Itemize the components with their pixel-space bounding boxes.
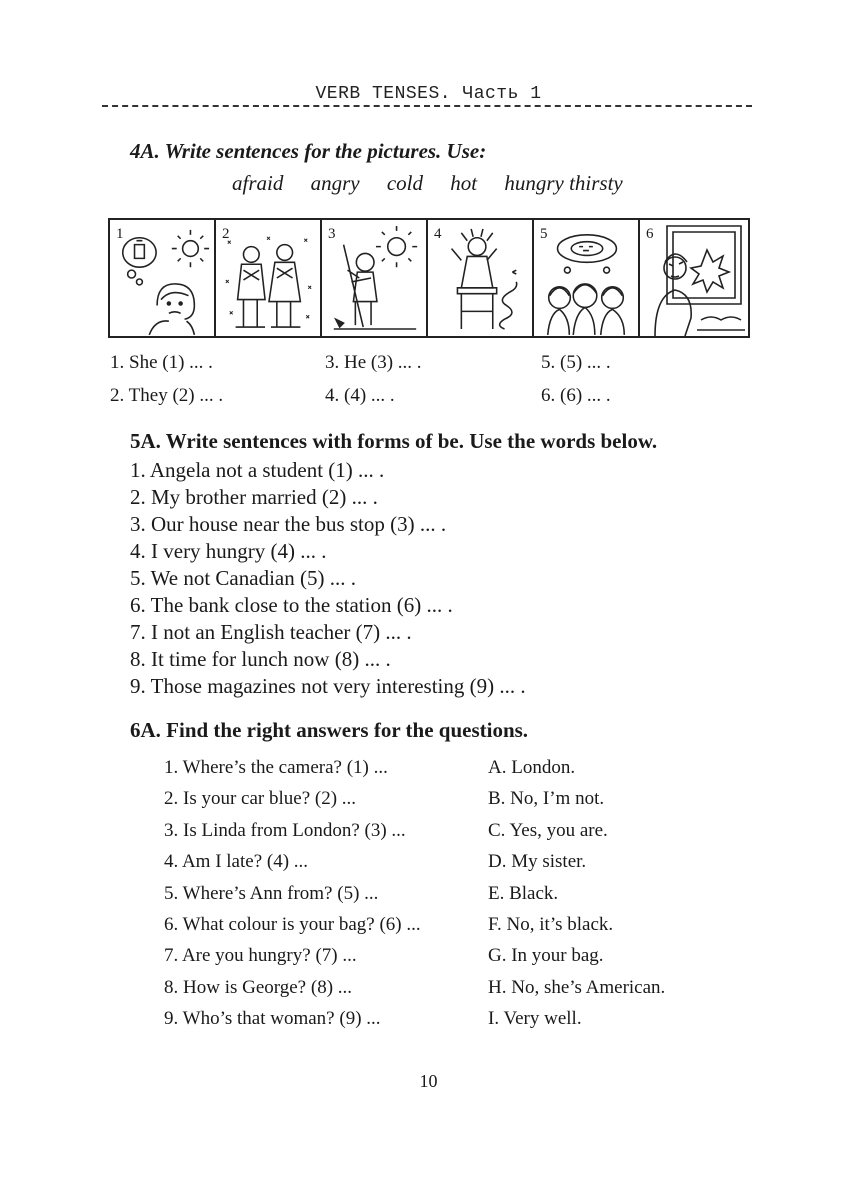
ex5-list (130, 457, 526, 700)
picture-panel-6 (640, 220, 748, 336)
panel-number: 6 (646, 226, 654, 242)
word-afraid: afraid (232, 171, 284, 195)
ex4-answer-4: 4. (4) ... . (325, 385, 395, 406)
ex4-answer-1: 1. She (1) ... . (110, 352, 213, 373)
ex6-heading: 6A. Find the right answers for the questions. (130, 718, 529, 742)
table-row (164, 909, 665, 940)
table-row (164, 972, 665, 1003)
list-item: 3. Our house near the bus stop (3) ... . (130, 512, 447, 536)
list-item: 1. Angela not a student (1) ... . (130, 458, 385, 482)
question: 8. How is George? (8) ... (164, 976, 353, 998)
question: 2. Is your car blue? (2) ... (164, 788, 357, 810)
answer: C. Yes, you are. (488, 819, 608, 841)
answer: A. London. (488, 757, 576, 778)
question: 7. Are you hungry? (7) ... (164, 945, 357, 967)
list-item: 8. It time for lunch now (8) ... . (130, 647, 391, 671)
word-hot: hot (450, 171, 478, 195)
list-item: 4. I very hungry (4) ... . (130, 539, 327, 563)
answer: G. In your bag. (488, 945, 604, 967)
list-item: 9. Those magazines not very interesting (9) ... . (130, 674, 526, 698)
panel-number: 3 (328, 226, 336, 242)
answer: I. Very well. (488, 1008, 582, 1030)
question: 4. Am I late? (4) ... (164, 851, 309, 873)
ex4-heading: 4A. Write sentences for the pictures. Use: (130, 139, 487, 163)
table-row (164, 783, 665, 814)
word-angry: angry (310, 171, 360, 195)
picture-panel-3 (322, 220, 428, 336)
hungry-children-illustration-icon (534, 220, 638, 336)
answer: B. No, I’m not. (488, 788, 605, 810)
answer: D. My sister. (488, 851, 587, 873)
ex4-answer-6: 6. (6) ... . (541, 385, 611, 406)
cold-couple-snow-illustration-icon (216, 220, 320, 336)
angry-woman-broken-window-illustration-icon (640, 220, 748, 336)
table-row (164, 878, 665, 909)
running-title: VERB TENSES. Часть 1 (315, 84, 542, 104)
list-item: 5. We not Canadian (5) ... . (130, 566, 356, 590)
hot-man-digging-illustration-icon (322, 220, 426, 336)
question: 1. Where’s the camera? (1) ... (164, 757, 388, 778)
table-row (164, 846, 665, 877)
answer: H. No, she’s American. (488, 976, 666, 998)
question: 9. Who’s that woman? (9) ... (164, 1008, 381, 1030)
picture-panel-1 (110, 220, 216, 336)
picture-panel-5 (534, 220, 640, 336)
ex5-heading: 5A. Write sentences with forms of be. Use the words below. (130, 429, 658, 453)
panel-number: 4 (434, 226, 442, 242)
word-bank (232, 171, 623, 196)
question: 5. Where’s Ann from? (5) ... (164, 882, 379, 904)
ex4-answer-5: 5. (5) ... . (541, 352, 611, 373)
page-number: 10 (419, 1071, 438, 1091)
answer: E. Black. (488, 882, 559, 904)
picture-panel-4 (428, 220, 534, 336)
picture-strip (108, 218, 750, 338)
thirsty-woman-sun-illustration-icon (110, 220, 214, 336)
table-row (164, 752, 665, 783)
list-item: 7. I not an English teacher (7) ... . (130, 620, 412, 644)
table-row (164, 940, 665, 971)
panel-number: 1 (116, 226, 124, 242)
picture-panel-2 (216, 220, 322, 336)
table-row (164, 815, 665, 846)
question: 3. Is Linda from London? (3) ... (164, 819, 406, 841)
ex4-answer-3: 3. He (3) ... . (325, 352, 422, 373)
panel-number: 2 (222, 226, 230, 242)
word-cold: cold (386, 171, 423, 195)
ex4-answer-2: 2. They (2) ... . (110, 385, 224, 406)
header-divider (102, 105, 752, 107)
list-item: 6. The bank close to the station (6) ... . (130, 593, 453, 617)
table-row (164, 1003, 665, 1034)
list-item: 2. My brother married (2) ... . (130, 485, 378, 509)
word-hungry-thirsty: hungry thirsty (504, 171, 623, 195)
answer: F. No, it’s black. (488, 913, 614, 935)
afraid-man-snake-illustration-icon (428, 220, 532, 336)
ex6-matching-table (164, 752, 665, 1035)
panel-number: 5 (540, 226, 548, 242)
question: 6. What colour is your bag? (6) ... (164, 913, 421, 935)
